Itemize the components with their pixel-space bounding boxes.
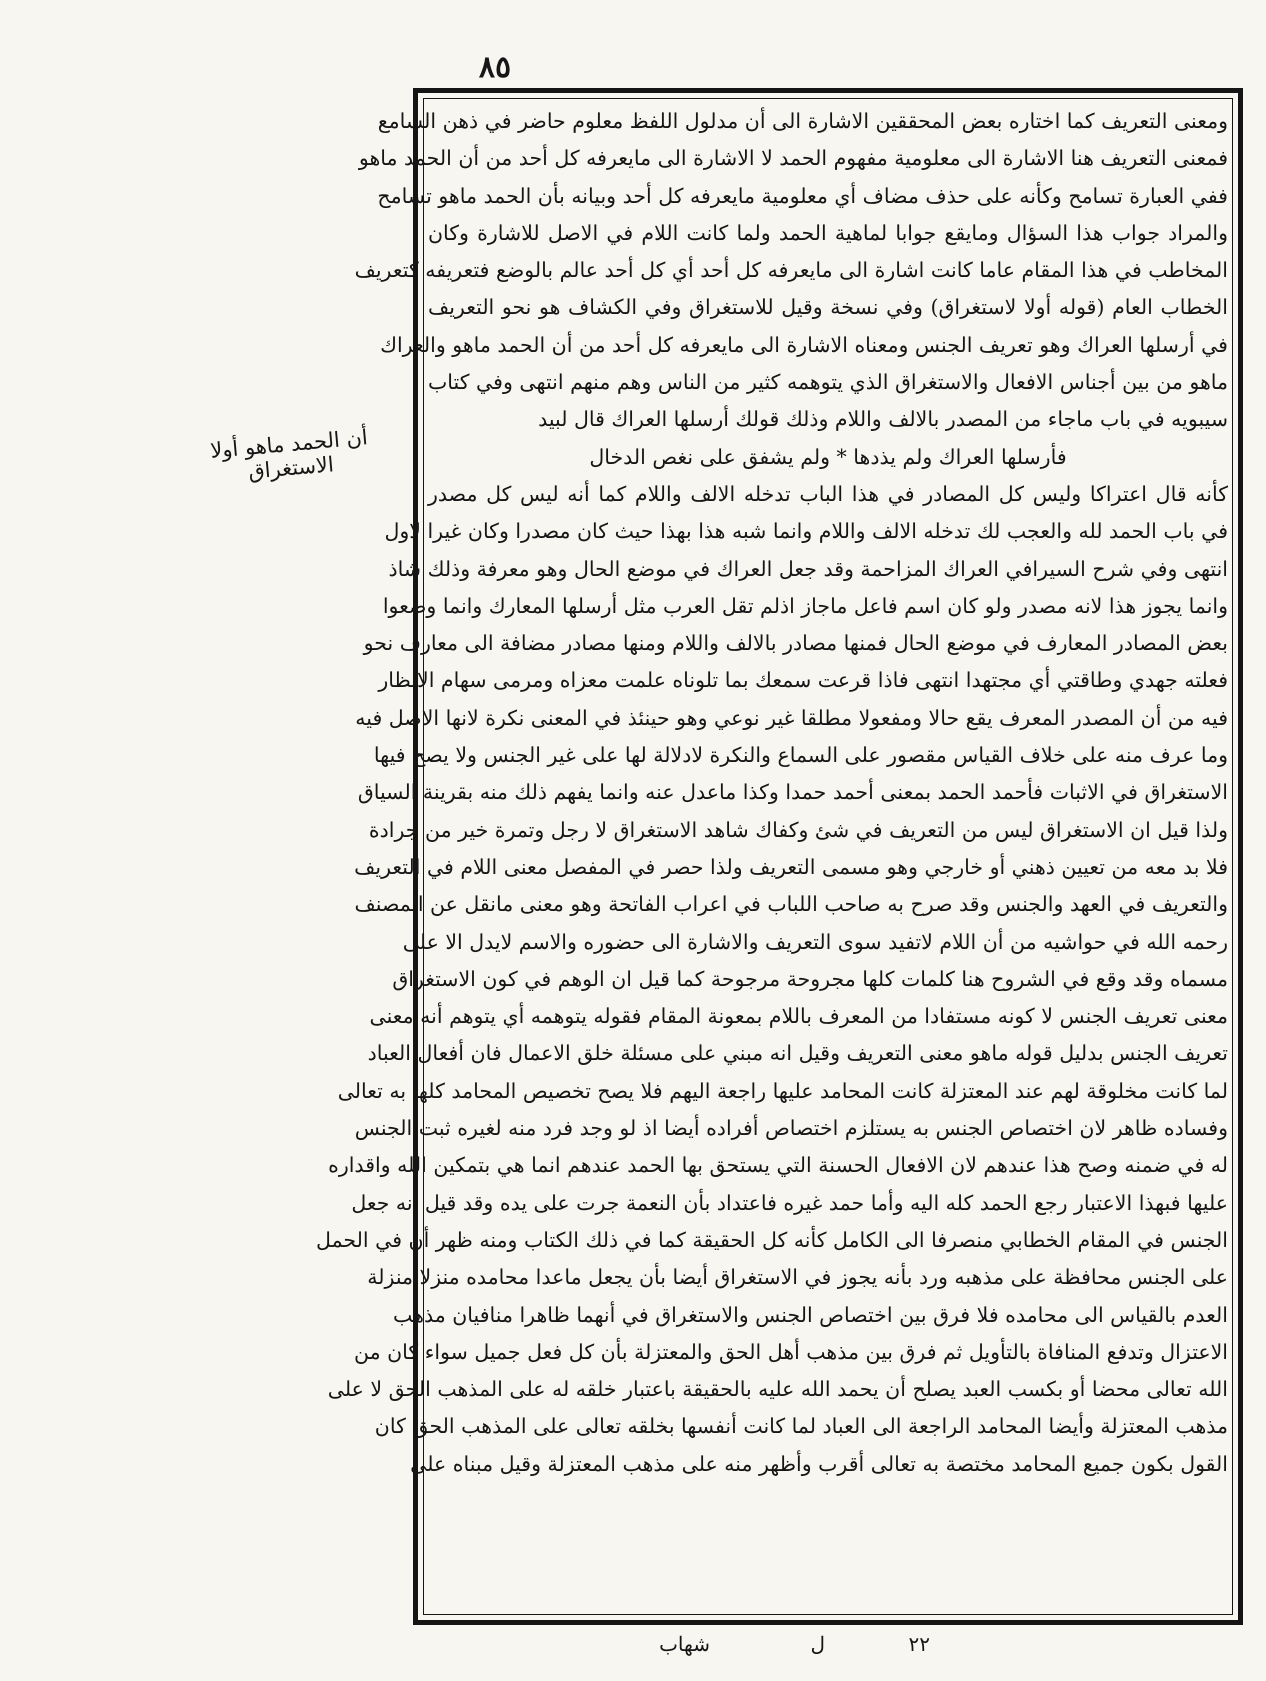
text-line: له في ضمنه وصح هذا عندهم لان الافعال الحسنة التي يستحق بها الحمد عندهم انما هي بتمكين الله واقداره — [328, 1153, 1228, 1178]
page-number: ٨٥ — [478, 50, 512, 85]
footer-signature-letter: ل — [810, 1632, 825, 1656]
text-line: فلا بد معه من تعيين ذهني أو خارجي وهو مسمى التعريف ولذا حصر في المفصل معنى اللام في التعريف — [354, 854, 1228, 879]
page-frame — [316, 88, 1243, 1625]
text-line: وفساده ظاهر لان اختصاص الجنس به يستلزم اختصاص أفراده أيضا اذ لو وجد فرد منه لغيره ثبت الجنس — [354, 1116, 1228, 1141]
text-line: ومعنى التعريف كما اختاره بعض المحققين الاشارة الى أن مدلول اللفظ معلوم حاضر في ذهن السامع — [377, 109, 1228, 133]
text-line: الجنس في المقام الخطابي منصرفا الى الكامل كأنه كل الحقيقة كما في ذلك الكتاب ومنه ظهر أن في الحمل — [316, 1227, 1228, 1252]
footer-signature-number: ٢٢ — [908, 1632, 930, 1656]
main-text-body — [316, 103, 1228, 1610]
text-line: رحمه الله في حواشيه من أن اللام لاتفيد سوى التعريف والاشارة الى حضوره والاسم لايدل الا على — [402, 929, 1228, 954]
text-line: ماهو من بين أجناس الافعال والاستغراق الذي يتوهمه كثير من الناس وهم منهم انتهى وفي كتاب — [428, 370, 1228, 395]
text-line: ففي العبارة تسامح وكأنه على حذف مضاف أي معلومية مايعرفه كل أحد وبيانه بأن الحمد ماهو تسامح — [377, 183, 1228, 208]
text-line: لما كانت مخلوقة لهم عند المعتزلة كانت المحامد عليها راجعة اليهم فلا يصح تخصيص المحامد كلها به تعالى — [337, 1078, 1228, 1103]
text-line: الاستغراق في الاثبات فأحمد الحمد بمعنى أحمد حمدا وكذا ماعدل عنه وانما يفهم ذلك منه بقرينة السياق — [357, 780, 1228, 805]
text-line: وانما يجوز هذا لانه مصدر ولو كان اسم فاعل ماجاز اذلم تقل العرب مثل أرسلها المعارك وانما وضعوا — [382, 593, 1228, 618]
text-line: وما عرف منه على خلاف القياس مقصور على السماع والنكرة لادلالة لها على غير الجنس ولا يصح فيها — [373, 743, 1228, 768]
text-line: والمراد جواب هذا السؤال ومايقع جوابا لماهية الحمد ولما كانت اللام في الاصل للاشارة وكان — [428, 220, 1228, 245]
text-line: في أرسلها العراك وهو تعريف الجنس ومعناه الاشارة الى مايعرفه كل أحد من أن الحمد ماهو والعراك — [380, 332, 1228, 357]
text-line: العدم بالقياس الى محامده فلا فرق بين اختصاص الجنس والاستغراق في أنهما ظاهرا منافيان مذهب — [393, 1302, 1228, 1327]
text-line: على الجنس محافظة على مذهبه ورد بأنه يجوز في الاستغراق أيضا بأن يجعل ماعدا محامده منزلا منزلة — [367, 1265, 1228, 1290]
text-line: انتهى وفي شرح السيرافي العراك المزاحمة وقد جعل العراك في موضع الحال وهو معرفة وذلك شاذ — [388, 556, 1228, 581]
margin-note: أن الحمد ماهو أولا الاستغراق — [209, 425, 369, 484]
text-line: مسماه وقد وقع في الشروح هنا كلمات كلها مجروحة مرجوحة كما قيل ان الوهم في كون الاستغراق — [392, 966, 1228, 991]
text-line: معنى تعريف الجنس لا كونه مستفادا من المعرف باللام بمعونة المقام فقوله يتوهمه أي يتوهم أنه معنى — [369, 1004, 1228, 1029]
text-line: كأنه قال اعتراكا وليس كل المصادر في هذا الباب تدخله الالف واللام كما أنه ليس كل مصدر — [428, 481, 1228, 506]
text-line: سيبويه في باب ماجاء من المصدر بالالف واللام وذلك قولك أرسلها العراك قال لبيد — [538, 407, 1228, 432]
text-line: في باب الحمد لله والعجب لك تدخله الالف واللام وانما شبه هذا بهذا حيث كان مصدرا وكان غيرا لاول — [384, 519, 1228, 544]
text-line: تعريف الجنس بدليل قوله ماهو معنى التعريف وقيل انه مبني على مسئلة خلق الاعمال فان أفعال العباد — [367, 1041, 1228, 1066]
text-line: عليها فبهذا الاعتبار رجع الحمد كله اليه وأما حمد غيره فاعتداد بأن النعمة جرت على يده وقد قيل انه جعل — [351, 1190, 1228, 1215]
text-line: فيه من أن المصدر المعرف يقع حالا ومفعولا مطلقا غير نوعي وهو حينئذ في المعنى نكرة لانها الاصل فيه — [355, 705, 1228, 730]
text-line: المخاطب في هذا المقام عاما كانت اشارة الى مايعرفه كل أحد أي كل أحد عالم بالوضع فتعريفه كتعريف — [354, 258, 1228, 283]
text-line: الله تعالى محضا أو بكسب العبد يصلح أن يحمد الله عليه بالحقيقة باعتبار خلقه له على المذهب الحق لا على — [327, 1377, 1228, 1402]
text-line: الخطاب العام (قوله أولا لاستغراق) وفي نسخة وقيل للاستغراق وفي الكشاف هو نحو التعريف — [428, 295, 1228, 320]
page-footer — [620, 1632, 1040, 1662]
text-line: القول بكون جميع المحامد مختصة به تعالى أقرب وأظهر منه على مذهب المعتزلة وقيل مبناه على — [410, 1451, 1228, 1476]
text-line: والتعريف في العهد والجنس وقد صرح به صاحب اللباب في اعراب الفاتحة وهو معنى مانقل عن المصنف — [354, 892, 1228, 917]
text-line: بعض المصادر المعارف في موضع الحال فمنها مصادر بالالف واللام ومنها مصادر مضافة الى معارف نحو — [363, 631, 1228, 656]
text-line: الاعتزال وتدفع المنافاة بالتأويل ثم فرق بين مذهب أهل الحق والمعتزلة بأن كل فعل جميل سواء كان من — [354, 1339, 1228, 1364]
footer-book-title: شهاب — [659, 1632, 710, 1656]
text-line: فعلته جهدي وطاقتي أي مجتهدا انتهى فاذا قرعت سمعك بما تلوناه علمت معزاه ومرمى سهام الانظار — [378, 668, 1228, 693]
verse-line: فأرسلها العراك ولم يذدها * ولم يشفق على نغص الدخال — [589, 444, 1067, 469]
text-line: ولذا قيل ان الاستغراق ليس من التعريف في شئ وكفاك شاهد الاستغراق لا رجل وتمرة خير من جرادة — [368, 817, 1228, 842]
text-line: مذهب المعتزلة وأيضا المحامد الراجعة الى العباد لما كانت أنفسها بخلقه تعالى على المذهب الحق كان — [374, 1414, 1228, 1439]
text-line: فمعنى التعريف هنا الاشارة الى معلومية مفهوم الحمد لا الاشارة الى مايعرفه كل أحد من أن الحمد ماهو — [358, 146, 1228, 171]
